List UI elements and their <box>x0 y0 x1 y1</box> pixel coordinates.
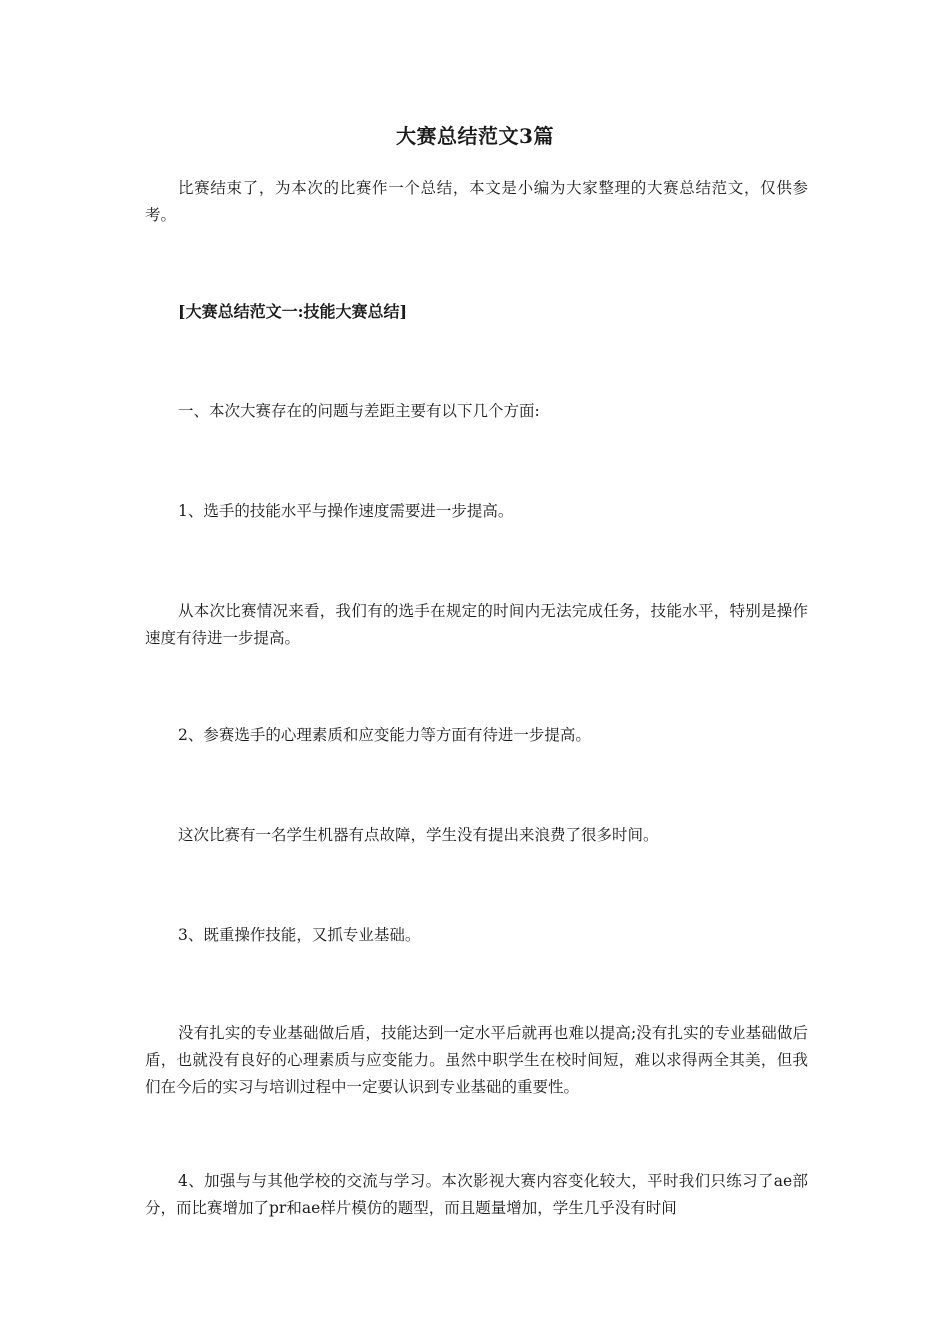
point-3-title: 3、既重操作技能，又抓专业基础。 <box>178 926 421 944</box>
point-4-body: 4、加强与与其他学校的交流与学习。本次影视大赛内容变化较大，平时我们只练习了ae部分，而比赛增加了pr和ae样片模仿的题型，而且题量增加，学生几乎没有时间 <box>145 1172 808 1217</box>
point-3-body: 没有扎实的专业基础做后盾，技能达到一定水平后就再也难以提高;没有扎实的专业基础做后盾，也就没有良好的心理素质与应变能力。虽然中职学生在校时间短，难以求得两全其美，但我们在今后的实习与培训过程中一定要认识到专业基础的重要性。 <box>145 1024 808 1096</box>
section-heading: [大赛总结范文一:技能大赛总结] <box>178 302 408 321</box>
document-title: 大赛总结范文3篇 <box>396 124 554 148</box>
subsection-heading: 一、本次大赛存在的问题与差距主要有以下几个方面: <box>178 402 540 420</box>
point-2-title: 2、参赛选手的心理素质和应变能力等方面有待进一步提高。 <box>178 726 591 744</box>
intro-paragraph: 比赛结束了，为本次的比赛作一个总结，本文是小编为大家整理的大赛总结范文，仅供参考。 <box>145 179 808 224</box>
point-2-body: 这次比赛有一名学生机器有点故障，学生没有提出来浪费了很多时间。 <box>178 826 659 844</box>
point-1-body: 从本次比赛情况来看，我们有的选手在规定的时间内无法完成任务，技能水平，特别是操作速度有待进一步提高。 <box>145 602 808 647</box>
point-1-title: 1、选手的技能水平与操作速度需要进一步提高。 <box>178 502 514 520</box>
